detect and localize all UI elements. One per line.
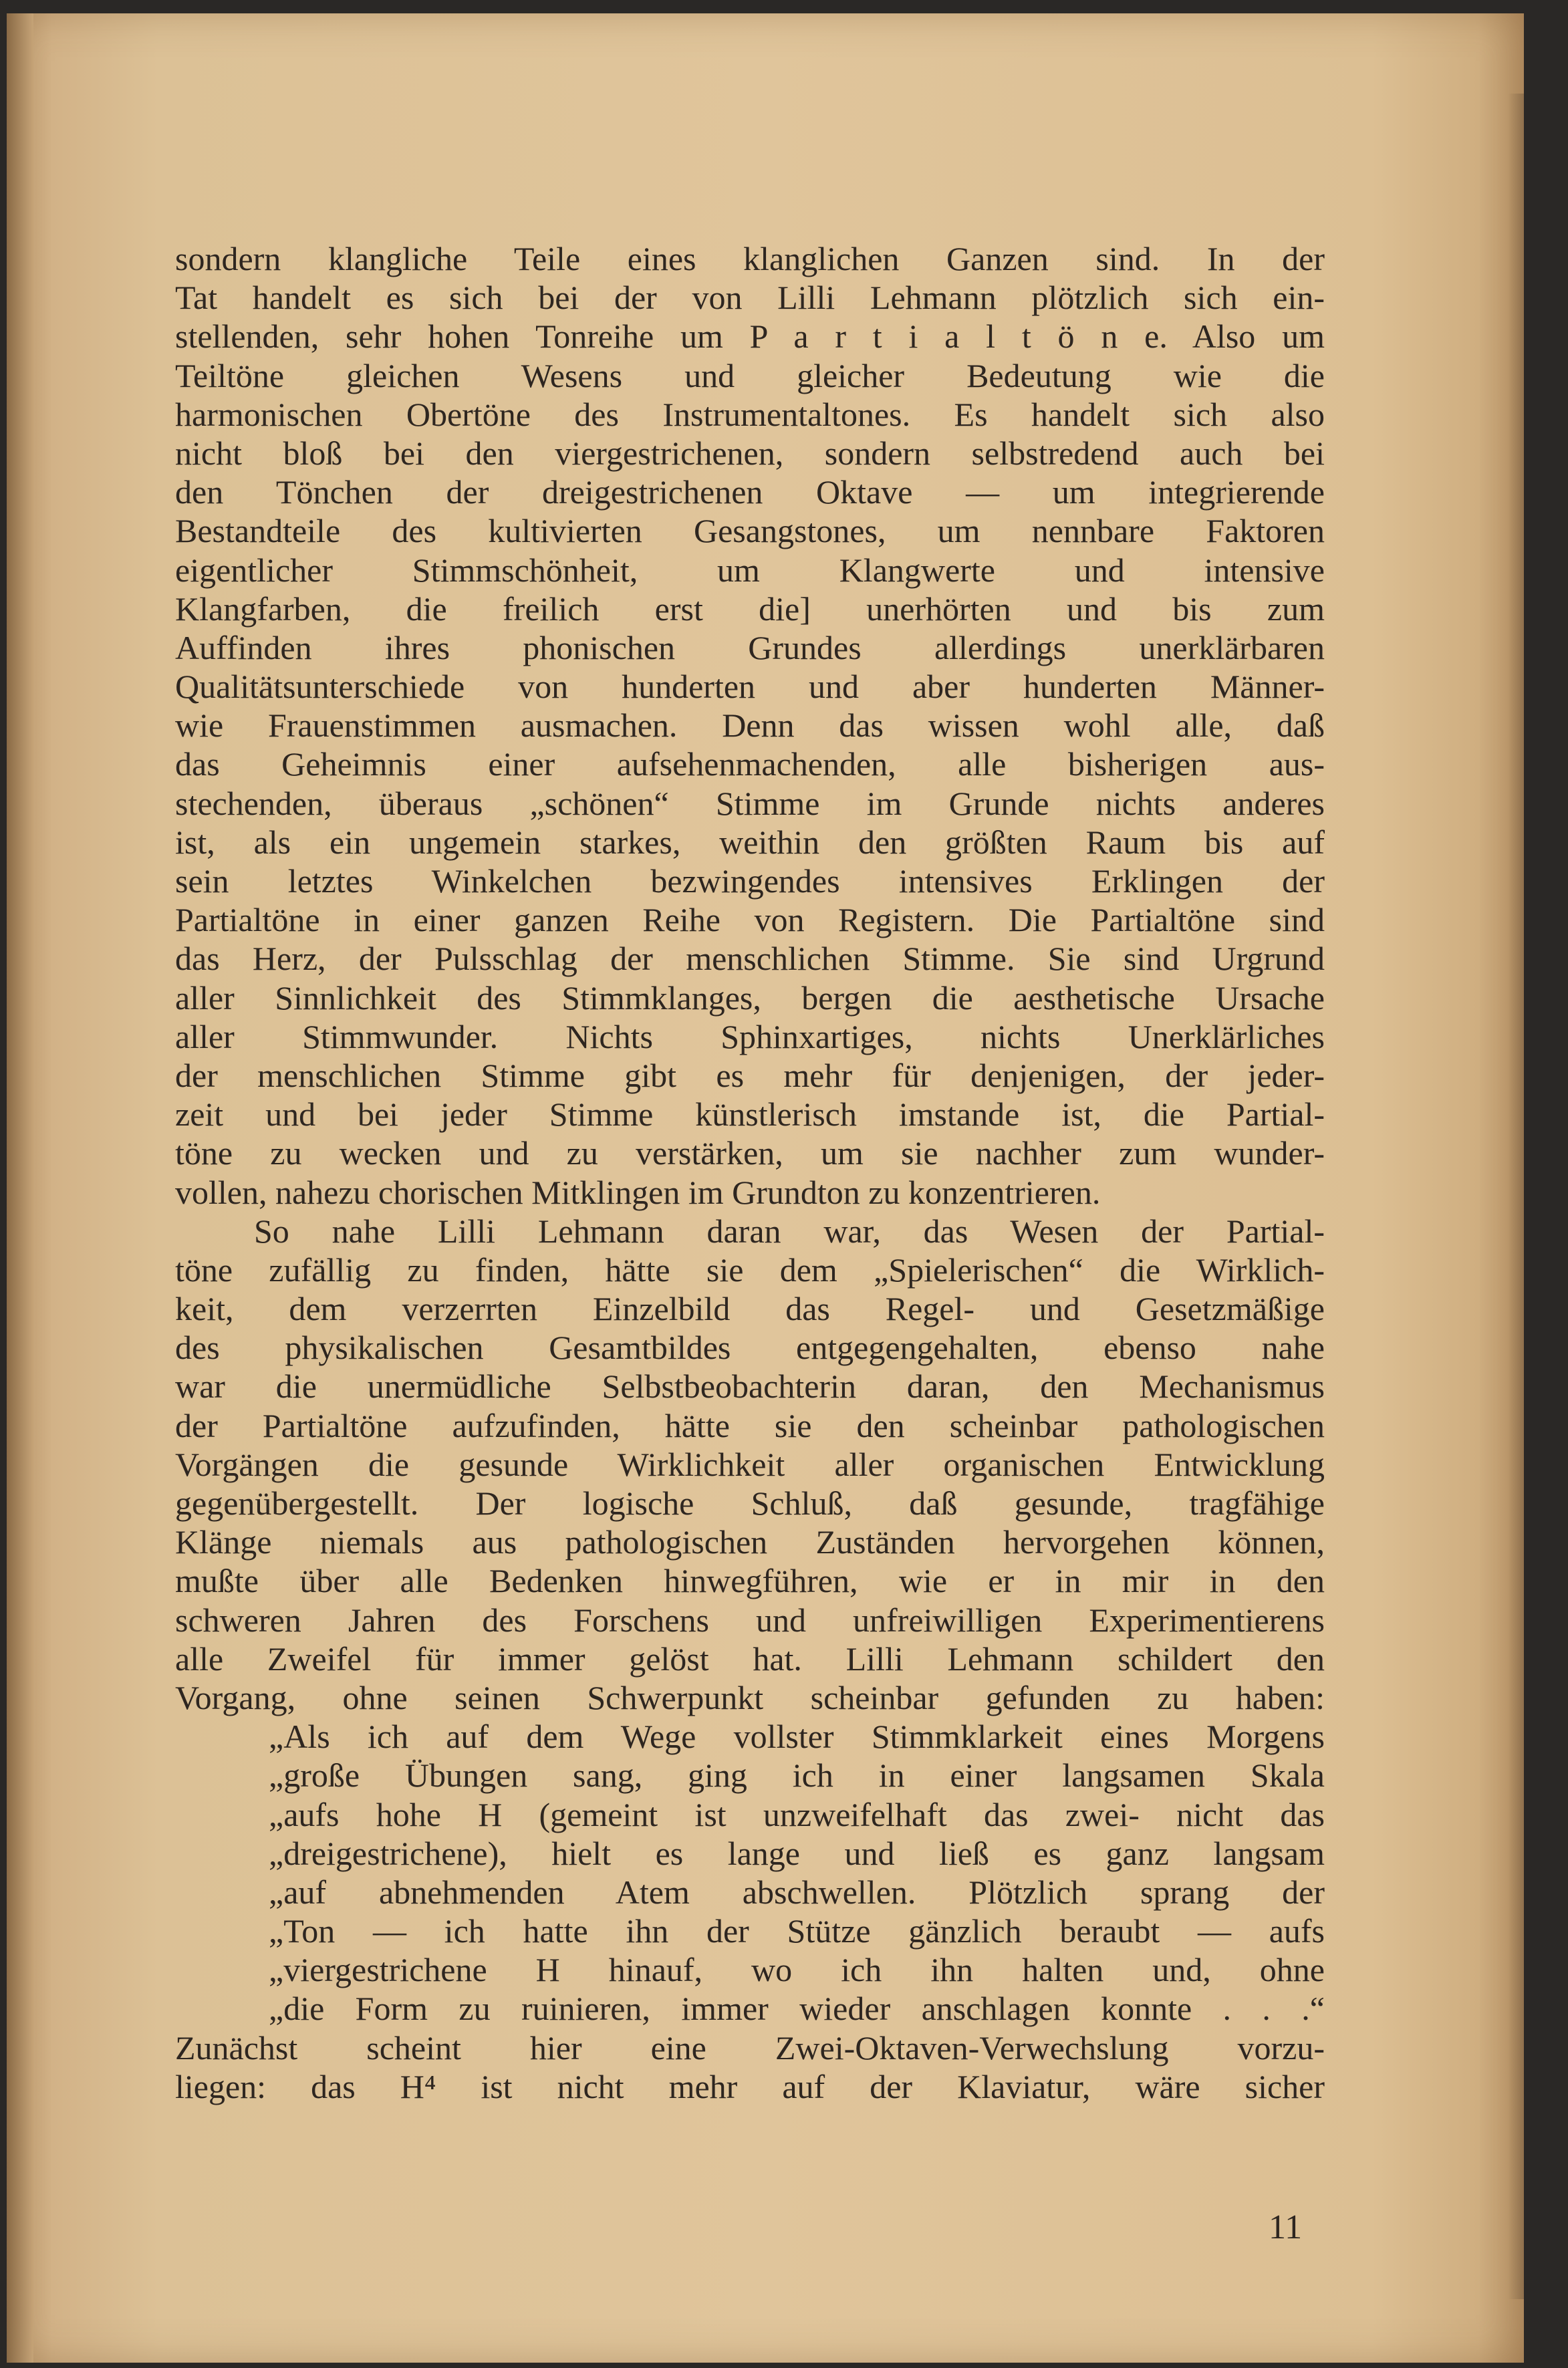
text-line: stellenden, sehr hohen Tonreihe um P a r t i a l t ö n e. Also um bbox=[175, 317, 1325, 356]
quote-line: „auf abnehmenden Atem abschwellen. Plötzlich sprang der bbox=[269, 1873, 1325, 1911]
page-binding-edge bbox=[7, 13, 33, 2363]
text-line: der Partialtöne aufzufinden, hätte sie den scheinbar pathologischen bbox=[175, 1406, 1325, 1444]
text-line: Teiltöne gleichen Wesens und gleicher Bedeutung wie die bbox=[175, 356, 1325, 394]
text-line-paragraph-end: vollen, nahezu chorischen Mitklingen im Grundton zu konzentrieren. bbox=[175, 1173, 1101, 1211]
quote-line: „Als ich auf dem Wege vollster Stimmklarkeit eines Morgens bbox=[269, 1718, 1325, 1756]
text-line: den Tönchen der dreigestrichenen Oktave — um integrierende bbox=[175, 473, 1325, 511]
text-line: stechenden, überaus „schönen“ Stimme im Grunde nichts anderes bbox=[175, 784, 1325, 822]
text-line: wie Frauenstimmen ausmachen. Denn das wissen wohl alle, daß bbox=[175, 706, 1325, 745]
text-line: harmonischen Obertöne des Instrumentaltones. Es handelt sich also bbox=[175, 395, 1325, 433]
text-line: mußte über alle Bedenken hinwegführen, wie er in mir in den bbox=[175, 1562, 1325, 1600]
text-line: der menschlichen Stimme gibt es mehr für denjenigen, der jeder- bbox=[175, 1056, 1325, 1094]
text-line: Vorgang, ohne seinen Schwerpunkt scheinbar gefunden zu haben: bbox=[175, 1678, 1325, 1716]
text-line: Klangfarben, die freilich erst die] unerhörten und bis zum bbox=[175, 589, 1325, 628]
page-number: 11 bbox=[1269, 2208, 1303, 2246]
text-line: Auffinden ihres phonischen Grundes allerdings unerklärbaren bbox=[175, 628, 1325, 666]
text-line: das Herz, der Pulsschlag der menschlichen Stimme. Sie sind Urgrund bbox=[175, 940, 1325, 978]
text-line: zeit und bei jeder Stimme künstlerisch imstande ist, die Partial- bbox=[175, 1095, 1325, 1134]
quote-line: „viergestrichene H hinauf, wo ich ihn halten und, ohne bbox=[269, 1951, 1325, 1989]
text-line: keit, dem verzerrten Einzelbild das Regel- und Gesetzmäßige bbox=[175, 1290, 1325, 1328]
text-line: aller Sinnlichkeit des Stimmklanges, bergen die aesthetische Ursache bbox=[175, 978, 1325, 1017]
text-line: das Geheimnis einer aufsehenmachenden, alle bisherigen aus- bbox=[175, 745, 1325, 783]
text-line: alle Zweifel für immer gelöst hat. Lilli Lehmann schildert den bbox=[175, 1639, 1325, 1678]
text-line: war die unermüdliche Selbstbeobachterin daran, den Mechanismus bbox=[175, 1367, 1325, 1406]
text-line: Vorgängen die gesunde Wirklichkeit aller organischen Entwicklung bbox=[175, 1445, 1325, 1483]
text-line: gegenübergestellt. Der logische Schluß, daß gesunde, tragfähige bbox=[175, 1484, 1325, 1522]
quote-line: „die Form zu ruinieren, immer wieder anschlagen konnte . . .“ bbox=[269, 1990, 1325, 2028]
quote-line: „aufs hohe H (gemeint ist unzweifelhaft das zwei- nicht das bbox=[269, 1795, 1325, 1833]
text-line: Partialtöne in einer ganzen Reihe von Registern. Die Partialtöne sind bbox=[175, 901, 1325, 939]
text-line: eigentlicher Stimmschönheit, um Klangwerte und intensive bbox=[175, 551, 1325, 589]
quote-line: „große Übungen sang, ging ich in einer langsamen Skala bbox=[269, 1756, 1325, 1795]
text-line: Klänge niemals aus pathologischen Zuständen hervorgehen können, bbox=[175, 1523, 1325, 1561]
text-line: Zunächst scheint hier eine Zwei-Oktaven-Verwechslung vorzu- bbox=[175, 2028, 1325, 2067]
text-line: töne zufällig zu finden, hätte sie dem „Spielerischen“ die Wirklich- bbox=[175, 1251, 1325, 1289]
text-line: schweren Jahren des Forschens und unfreiwilligen Experimentierens bbox=[175, 1601, 1325, 1639]
quote-line: „dreigestrichene), hielt es lange und ließ es ganz langsam bbox=[269, 1834, 1325, 1872]
text-line: töne zu wecken und zu verstärken, um sie nachher zum wunder- bbox=[175, 1134, 1325, 1172]
text-line-paragraph-start: So nahe Lilli Lehmann daran war, das Wesen der Partial- bbox=[254, 1212, 1325, 1250]
text-line: des physikalischen Gesamtbildes entgegengehalten, ebenso nahe bbox=[175, 1329, 1325, 1367]
text-line: Qualitätsunterschiede von hunderten und aber hunderten Männer- bbox=[175, 668, 1325, 706]
text-line: Tat handelt es sich bei der von Lilli Lehmann plötzlich sich ein- bbox=[175, 279, 1325, 317]
text-line: aller Stimmwunder. Nichts Sphinxartiges, nichts Unerklärliches bbox=[175, 1017, 1325, 1055]
text-line: liegen: das H⁴ ist nicht mehr auf der Klaviatur, wäre sicher bbox=[175, 2067, 1325, 2105]
text-line: sein letztes Winkelchen bezwingendes intensives Erklingen der bbox=[175, 862, 1325, 900]
text-line: Bestandteile des kultivierten Gesangstones, um nennbare Faktoren bbox=[175, 512, 1325, 550]
book-page bbox=[7, 13, 1524, 2363]
text-line: sondern klangliche Teile eines klanglichen Ganzen sind. In der bbox=[175, 240, 1325, 277]
text-line: nicht bloß bei den viergestrichenen, sondern selbstredend auch bei bbox=[175, 434, 1325, 472]
body-text bbox=[175, 239, 1325, 2106]
quote-line: „Ton — ich hatte ihn der Stütze gänzlich beraubt — aufs bbox=[269, 1912, 1325, 1950]
text-line: ist, als ein ungemein starkes, weithin den größten Raum bis auf bbox=[175, 823, 1325, 861]
page-right-edge bbox=[1508, 94, 1524, 2299]
